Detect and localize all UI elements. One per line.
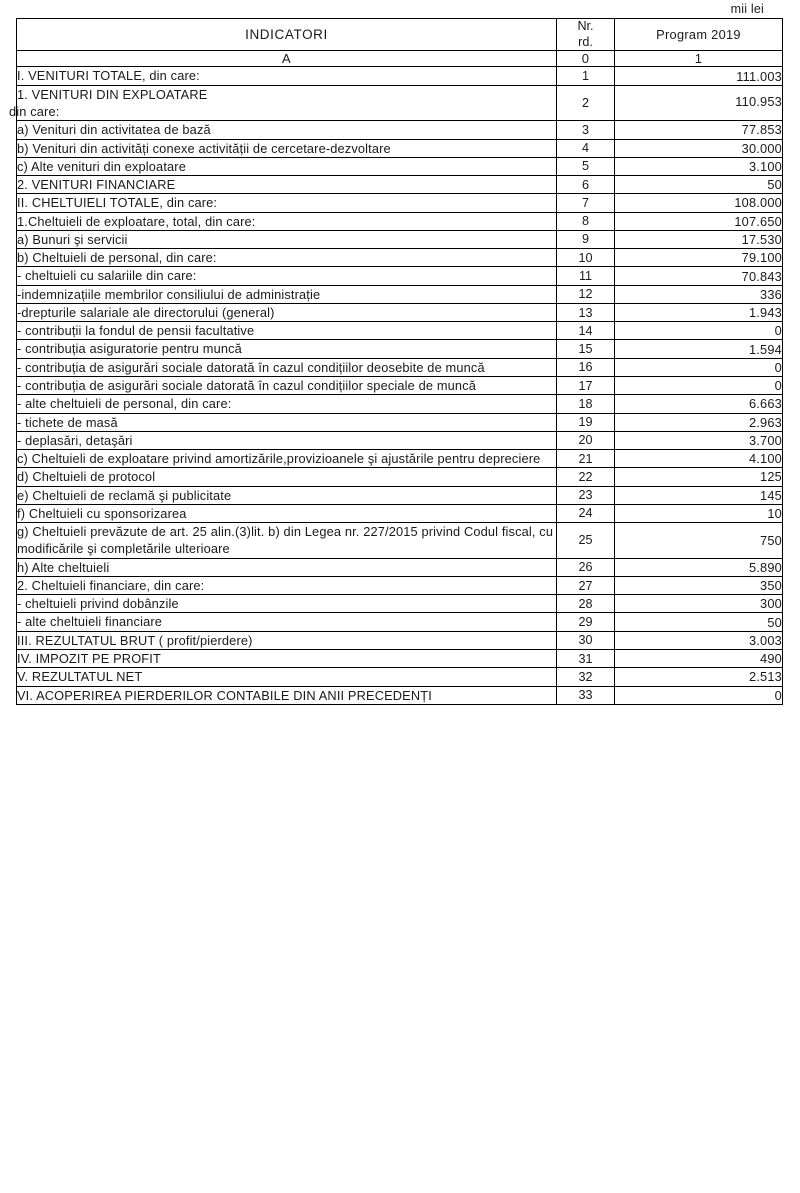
table-column-code-row: [17, 51, 783, 67]
row-number: 30: [557, 631, 615, 649]
row-number: 23: [557, 486, 615, 504]
row-value: 108.000: [615, 194, 783, 212]
row-number: 24: [557, 504, 615, 522]
table-row: [17, 230, 783, 248]
row-value: 30.000: [615, 139, 783, 157]
row-number: 1: [557, 67, 615, 85]
row-number: 16: [557, 358, 615, 376]
row-number: 19: [557, 413, 615, 431]
row-value: 50: [615, 176, 783, 194]
row-label: VI. ACOPERIREA PIERDERILOR CONTABILE DIN ANII PRECEDENȚI: [17, 686, 557, 704]
row-label: - deplasări, detaşări: [17, 431, 557, 449]
row-number: 8: [557, 212, 615, 230]
row-number: 21: [557, 450, 615, 468]
row-value: 0: [615, 322, 783, 340]
row-value: 490: [615, 649, 783, 667]
row-label: f) Cheltuieli cu sponsorizarea: [17, 504, 557, 522]
row-value: 110.953: [615, 85, 783, 121]
table-row: [17, 67, 783, 85]
table-row: [17, 395, 783, 413]
column-code-program: 1: [615, 51, 783, 67]
row-number: 33: [557, 686, 615, 704]
table-row: [17, 595, 783, 613]
table-row: [17, 523, 783, 559]
table-row: [17, 85, 783, 121]
row-value: 10: [615, 504, 783, 522]
table-row: [17, 376, 783, 394]
table-header-row: [17, 19, 783, 51]
row-label: c) Alte venituri din exploatare: [17, 157, 557, 175]
row-label: - contribuția asiguratorie pentru muncă: [17, 340, 557, 358]
row-label: - contribuția de asigurări sociale datorată în cazul condițiilor deosebite de muncă: [17, 358, 557, 376]
row-number: 29: [557, 613, 615, 631]
row-value: 79.100: [615, 249, 783, 267]
table-row: [17, 413, 783, 431]
row-number: 9: [557, 230, 615, 248]
row-value: 3.100: [615, 157, 783, 175]
row-value: 70.843: [615, 267, 783, 285]
row-number: 11: [557, 267, 615, 285]
table-row: [17, 121, 783, 139]
row-value: 4.100: [615, 450, 783, 468]
row-label: g) Cheltuieli prevăzute de art. 25 alin.(3)lit. b) din Legea nr. 227/2015 privind Codul fiscal, cu modificările şi completările ulterioare: [17, 523, 557, 559]
row-label: -drepturile salariale ale directorului (general): [17, 303, 557, 321]
row-value: 77.853: [615, 121, 783, 139]
row-number: 12: [557, 285, 615, 303]
table-row: [17, 322, 783, 340]
row-label: IV. IMPOZIT PE PROFIT: [17, 649, 557, 667]
row-number: 17: [557, 376, 615, 394]
row-number: 10: [557, 249, 615, 267]
table-row: [17, 157, 783, 175]
row-label: a) Bunuri şi servicii: [17, 230, 557, 248]
row-value: 3.003: [615, 631, 783, 649]
row-value: 0: [615, 376, 783, 394]
row-label: - contribuții la fondul de pensii facultative: [17, 322, 557, 340]
row-label: [9, 85, 557, 121]
row-value: 6.663: [615, 395, 783, 413]
table-row: [17, 631, 783, 649]
table-row: [17, 468, 783, 486]
table-row: [17, 358, 783, 376]
row-number: 6: [557, 176, 615, 194]
table-row: [17, 668, 783, 686]
row-label: I. VENITURI TOTALE, din care:: [17, 67, 557, 85]
row-value: 17.530: [615, 230, 783, 248]
row-value: 750: [615, 523, 783, 559]
row-label: 2. Cheltuieli financiare, din care:: [17, 576, 557, 594]
column-code-indicatori: A: [17, 51, 557, 67]
table-row: [17, 558, 783, 576]
row-label: 2. VENITURI FINANCIARE: [17, 176, 557, 194]
row-value: 1.594: [615, 340, 783, 358]
row-number: 7: [557, 194, 615, 212]
row-number: 28: [557, 595, 615, 613]
row-value: 1.943: [615, 303, 783, 321]
row-number: 22: [557, 468, 615, 486]
row-label: V. REZULTATUL NET: [17, 668, 557, 686]
row-value: 145: [615, 486, 783, 504]
row-value: 336: [615, 285, 783, 303]
row-value: 107.650: [615, 212, 783, 230]
column-code-nr-rd: 0: [557, 51, 615, 67]
row-number: 2: [557, 85, 615, 121]
row-label: II. CHELTUIELI TOTALE, din care:: [17, 194, 557, 212]
row-number: 4: [557, 139, 615, 157]
column-header-indicatori: INDICATORI: [17, 19, 557, 51]
unit-of-measure-note: mii lei: [730, 2, 764, 16]
row-value: 5.890: [615, 558, 783, 576]
row-value: 0: [615, 686, 783, 704]
row-label: e) Cheltuieli de reclamă şi publicitate: [17, 486, 557, 504]
row-value: 111.003: [615, 67, 783, 85]
table-row: [17, 613, 783, 631]
table-row: [17, 285, 783, 303]
column-header-nr-rd: [557, 19, 615, 51]
table-row: [17, 249, 783, 267]
row-label: -indemnizațiile membrilor consiliului de administrație: [17, 285, 557, 303]
row-number: 20: [557, 431, 615, 449]
row-label: - tichete de masă: [17, 413, 557, 431]
row-value: 3.700: [615, 431, 783, 449]
table-row: [17, 486, 783, 504]
column-header-nr-line1: Nr.: [577, 19, 594, 33]
row-number: 14: [557, 322, 615, 340]
row-label: - cheltuieli privind dobânzile: [17, 595, 557, 613]
row-label: d) Cheltuieli de protocol: [17, 468, 557, 486]
table-row: [17, 576, 783, 594]
table-row: [17, 212, 783, 230]
table-row: [17, 431, 783, 449]
row-label-line2: din care:: [9, 104, 60, 119]
row-label: h) Alte cheltuieli: [17, 558, 557, 576]
row-value: 50: [615, 613, 783, 631]
table-row: [17, 450, 783, 468]
table-row: [17, 649, 783, 667]
row-label: - contribuția de asigurări sociale datorată în cazul condițiilor speciale de muncă: [17, 376, 557, 394]
row-label-line1: 1. VENITURI DIN EXPLOATARE: [17, 86, 208, 102]
table-row: [17, 303, 783, 321]
row-number: 32: [557, 668, 615, 686]
table-row: [17, 194, 783, 212]
table-row: [17, 267, 783, 285]
row-value: 350: [615, 576, 783, 594]
row-label: c) Cheltuieli de exploatare privind amortizările,provizioanele şi ajustările pentru depreciere: [17, 450, 557, 468]
row-label: - alte cheltuieli de personal, din care:: [17, 395, 557, 413]
row-number: 3: [557, 121, 615, 139]
row-label: b) Venituri din activități conexe activității de cercetare-dezvoltare: [17, 139, 557, 157]
row-number: 27: [557, 576, 615, 594]
row-label: b) Cheltuieli de personal, din care:: [17, 249, 557, 267]
row-label: - cheltuieli cu salariile din care:: [17, 267, 557, 285]
budget-table: [9, 18, 783, 705]
row-value: 300: [615, 595, 783, 613]
row-value: 2.963: [615, 413, 783, 431]
row-value: 2.513: [615, 668, 783, 686]
row-label: III. REZULTATUL BRUT ( profit/pierdere): [17, 631, 557, 649]
row-number: 13: [557, 303, 615, 321]
row-number: 15: [557, 340, 615, 358]
table-row: [17, 504, 783, 522]
row-label: 1.Cheltuieli de exploatare, total, din care:: [17, 212, 557, 230]
row-number: 26: [557, 558, 615, 576]
table-row: [17, 340, 783, 358]
row-number: 5: [557, 157, 615, 175]
row-value: 0: [615, 358, 783, 376]
row-number: 31: [557, 649, 615, 667]
column-header-nr-line2: rd.: [578, 34, 593, 49]
row-number: 25: [557, 523, 615, 559]
column-header-program: Program 2019: [615, 19, 783, 51]
row-value: 125: [615, 468, 783, 486]
row-label: a) Venituri din activitatea de bază: [17, 121, 557, 139]
table-row: [17, 686, 783, 704]
table-row: [17, 139, 783, 157]
table-row: [17, 176, 783, 194]
row-label: - alte cheltuieli financiare: [17, 613, 557, 631]
row-number: 18: [557, 395, 615, 413]
